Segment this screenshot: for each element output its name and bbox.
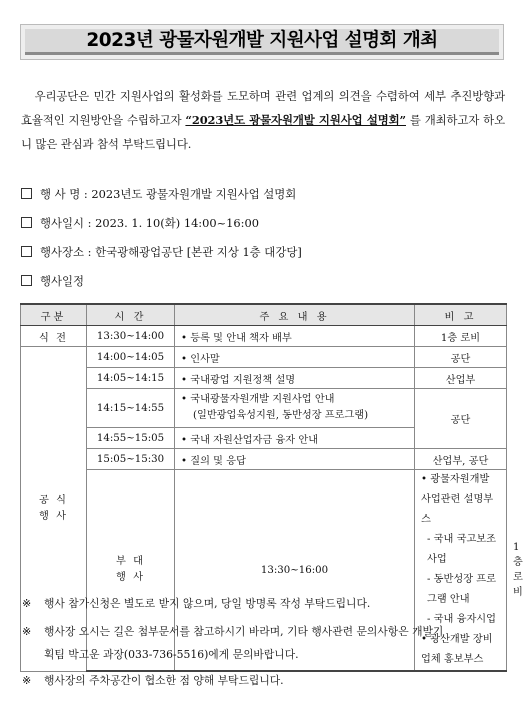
note-symbol: ※: [22, 674, 32, 687]
footnote-text: 획팀 박고운 과장(033-736-5516)에게 문의바랍니다.: [44, 648, 299, 661]
intro-text-after: 를 개최하고자 하오니 많은 관심과 참석 부탁드립니다.: [21, 113, 505, 151]
header-content: 주 요 내 용: [175, 304, 415, 326]
category-line: 부 대: [116, 556, 145, 567]
note-cell: 산업부: [415, 368, 507, 389]
intro-paragraph: [21, 84, 505, 156]
footnote-continuation: [22, 643, 526, 667]
footnote-text: 행사 참가신청은 별도로 받지 않으며, 당일 방명록 작성 부탁드립니다.: [44, 597, 371, 610]
checkbox-square-icon: [21, 188, 32, 199]
content-line: - 국내 융자시업: [427, 614, 496, 625]
note-symbol: ※: [22, 625, 32, 638]
content-cell: • 국내광업 지원정책 설명: [175, 368, 415, 389]
table-row: [21, 449, 507, 470]
table-row: [21, 368, 507, 389]
time-cell: 14:55~15:05: [87, 428, 175, 449]
note-symbol: ※: [22, 597, 32, 610]
footnote: [22, 620, 506, 644]
intro-highlight: “2023년도 광물자원개발 지원사업 설명회”: [185, 113, 406, 127]
time-cell: 15:05~15:30: [87, 449, 175, 470]
schedule-table: [20, 303, 523, 672]
footnote-text: 행사장 오시는 길은 첨부문서를 참고하시기 바라며, 기타 행사관련 문의사항은 개발기: [44, 625, 444, 638]
content-cell: • 국내 자원산업자금 융자 안내: [175, 428, 415, 449]
time-cell: 14:00~14:05: [87, 347, 175, 368]
table-row: [21, 326, 507, 347]
content-line: • 국내광물자원개발 지원사업 안내: [181, 394, 335, 405]
intro-text-before: 우리공단은 민간 지원사업의 활성화를 도모하며 관련 업계의 의견을 수렴하여 세부 추진방향과 효율적인 지원방안을 수립하고자: [21, 89, 505, 127]
header-category: 구분: [21, 304, 87, 326]
table-row: 부 대 행 사 13:30~16:00 • 광물자원개발 사업관련 설명부스 - 국내 국고보조사업 - 동반성장 프로그램 안내 - 국내 융자시업 • 광산개발 장비업체 홍보부스 1층 로비: [21, 470, 507, 672]
note-cell: 공단: [415, 389, 507, 449]
info-event-place: [21, 244, 302, 260]
note-cell: 산업부, 공단: [415, 449, 507, 470]
table-row: [21, 347, 507, 368]
time-cell: 13:30~14:00: [87, 326, 175, 347]
content-line: - 국내 국고보조사업: [427, 534, 496, 565]
note-cell: 1층 로비: [415, 326, 507, 347]
info-schedule-label-text: 행사일정: [40, 274, 85, 288]
time-cell: 14:05~14:15: [87, 368, 175, 389]
info-event-name-text: 행 사 명 : 2023년도 광물자원개발 지원사업 설명회: [40, 187, 297, 201]
info-event-place-text: 행사장소 : 한국광해광업공단 [본관 지상 1층 대강당]: [40, 245, 302, 259]
category-line: 공 식: [39, 494, 68, 506]
time-cell: 13:30~16:00: [175, 470, 415, 672]
content-line: - 동반성장 프로그램 안내: [427, 574, 496, 605]
content-cell: [175, 389, 415, 428]
info-schedule-label: [21, 273, 84, 289]
time-cell: 14:15~14:55: [87, 389, 175, 428]
info-event-date: [21, 215, 259, 231]
checkbox-square-icon: [21, 275, 32, 286]
checkbox-square-icon: [21, 217, 32, 228]
header-note: 비 고: [415, 304, 507, 326]
footnote-text: 행사장의 주차공간이 협소한 점 양해 부탁드립니다.: [44, 674, 284, 687]
table-row: [21, 389, 507, 428]
category-line: 행 사: [116, 572, 145, 583]
footnote: [22, 669, 506, 693]
footnote: [22, 592, 506, 616]
table-header-row: [21, 304, 507, 326]
content-line: • 광산개발 장비업체 홍보부스: [421, 634, 493, 665]
info-event-date-text: 행사일시 : 2023. 1. 10(화) 14:00~16:00: [40, 216, 260, 230]
title-banner: [20, 24, 504, 60]
category-cell: 식 전: [21, 326, 87, 347]
checkbox-square-icon: [21, 246, 32, 257]
category-line: 행 사: [39, 510, 68, 522]
title-bar: [25, 29, 499, 55]
header-time: 시 간: [87, 304, 175, 326]
content-cell: • 질의 및 응답: [175, 449, 415, 470]
content-line: (일반광업육성지원, 동반성장 프로그램): [193, 410, 369, 421]
content-cell: • 등록 및 안내 책자 배부: [175, 326, 415, 347]
content-line: • 광물자원개발 사업관련 설명부스: [421, 474, 494, 525]
info-event-name: [21, 186, 296, 202]
content-cell: • 인사말: [175, 347, 415, 368]
note-cell: 공단: [415, 347, 507, 368]
page-title: 2023년 광물자원개발 지원사업 설명회 개최: [86, 30, 438, 51]
